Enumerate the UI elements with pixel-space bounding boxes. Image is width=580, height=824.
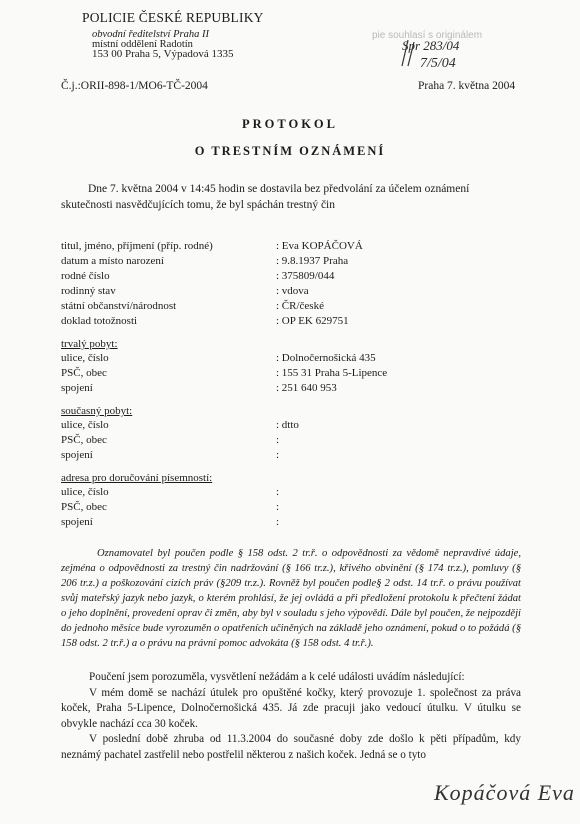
field-label: doklad totožnosti xyxy=(61,315,138,327)
field-value: : 155 31 Praha 5-Lipence xyxy=(276,367,388,379)
handwritten-reference: Spr 283/04 xyxy=(402,38,460,53)
field-label: datum a místo narození xyxy=(61,255,164,267)
police-header: POLICIE ČESKÉ REPUBLIKY xyxy=(82,10,264,25)
field-label: titul, jméno, příjmení (příp. rodné) xyxy=(61,240,213,252)
unit-address: 153 00 Praha 5, Výpadová 1335 xyxy=(92,48,234,60)
field-label: PSČ, obec xyxy=(61,434,107,446)
document-date: Praha 7. května 2004 xyxy=(418,80,516,92)
statement-text xyxy=(61,670,521,763)
field-label: státní občanství/národnost xyxy=(61,300,177,312)
intro-line-2: skutečnosti nasvědčujících tomu, že byl spáchán trestný čin xyxy=(61,199,336,211)
field-label: PSČ, obec xyxy=(61,367,107,379)
copy-stamp: pie souhlasí s originálem xyxy=(372,30,483,41)
section-heading-delivery: adresa pro doručování písemností: xyxy=(61,472,213,484)
statement-paragraph: V mém domě se nachází útulek pro opuštěné kočky, který provozuje 1. společnost za práva koček, Praha 5-Lipence, Dolnočernošická 435. Já zde pracuji jako vedoucí útulku. V útulku se obvykle nachází cca 30 koček. xyxy=(61,686,521,730)
section-heading-current: současný pobyt: xyxy=(61,405,133,417)
field-label: ulice, číslo xyxy=(61,419,109,431)
field-label: ulice, číslo xyxy=(61,352,109,364)
field-value: : ČR/české xyxy=(276,300,324,312)
field-value: : OP EK 629751 xyxy=(276,315,349,327)
handwritten-signature: Kopáčová Eva xyxy=(434,780,575,805)
field-value: : xyxy=(276,501,280,513)
handwritten-strokes xyxy=(398,36,428,70)
reference-number: Č.j.:ORII-898-1/MO6-TČ-2004 xyxy=(61,80,208,92)
legal-instruction-paragraph: Oznamovatel byl poučen podle § 158 odst. 2 tr.ř. o odpovědnosti za vědomě nepravdivé údaje, zejména o odpovědnosti za trestný čin nadržování (§ 166 tr.z.), křivého obvinění (§ 174 tr.z.), pomluvy (§ 206 tr.z.) a poškozování cizích práv (§209 tr.z.). Rovněž byl poučen podle§ 2 odst. 14 tr.ř. o právu používat svůj mateřský jazyk nebo jazyk, o kterém prohlásí, že jej ovládá a při předložení protokolu k přečtení žádat o jeho doplnění, provedení oprav či změn, aby byl v souladu s jeho výpovědí. Dále byl poučen, že nejpozději do jednoho měsíce bude vyrozuměn o opatřeních učiněných na základě jeho oznámení, pokud o to požádá (§ 158 odst. 2 tr.ř.) a o právu na právní pomoc advokáta (§ 158 odst. 4 tr.ř.). xyxy=(61,548,521,649)
field-value: : xyxy=(276,449,280,461)
handwritten-date: 7/5/04 xyxy=(420,56,456,71)
document-title: PROTOKOL xyxy=(241,117,338,131)
field-value: : xyxy=(276,434,280,446)
statement-paragraph: Poučení jsem porozuměla, vysvětlení nežádám a k celé události uvádím následující: xyxy=(89,671,465,683)
document-subtitle: O TRESTNÍM OZNÁMENÍ xyxy=(194,144,386,158)
field-label: spojení xyxy=(61,382,93,394)
intro-line-1: Dne 7. května 2004 v 14:45 hodin se dostavila bez předvolání za účelem oznámení xyxy=(88,183,470,195)
field-value: : xyxy=(276,486,280,498)
field-label: ulice, číslo xyxy=(61,486,109,498)
unit-line-2: místní oddělení Radotín xyxy=(92,39,193,50)
field-value: : 251 640 953 xyxy=(276,382,337,394)
field-label: rodinný stav xyxy=(61,285,116,297)
field-value: : xyxy=(276,516,280,528)
field-value: : Dolnočernošická 435 xyxy=(276,352,376,364)
field-label: PSČ, obec xyxy=(61,501,107,513)
section-heading-permanent: trvalý pobyt: xyxy=(61,338,118,350)
field-value: : vdova xyxy=(276,285,309,297)
field-label: rodné číslo xyxy=(61,270,110,282)
field-label: spojení xyxy=(61,449,93,461)
unit-line-1: obvodní ředitelství Praha II xyxy=(92,29,209,40)
field-value: : 9.8.1937 Praha xyxy=(276,255,349,267)
field-value: : dtto xyxy=(276,419,299,431)
statement-paragraph: V poslední době zhruba od 11.3.2004 do současné doby zde došlo k pěti případům, kdy neznámý pachatel zastřelil nebo postřelil některou z našich koček. Jedná se o tyto xyxy=(61,733,521,761)
field-value: : Eva KOPÁČOVÁ xyxy=(276,240,363,252)
field-label: spojení xyxy=(61,516,93,528)
field-value: : 375809/044 xyxy=(276,270,335,282)
